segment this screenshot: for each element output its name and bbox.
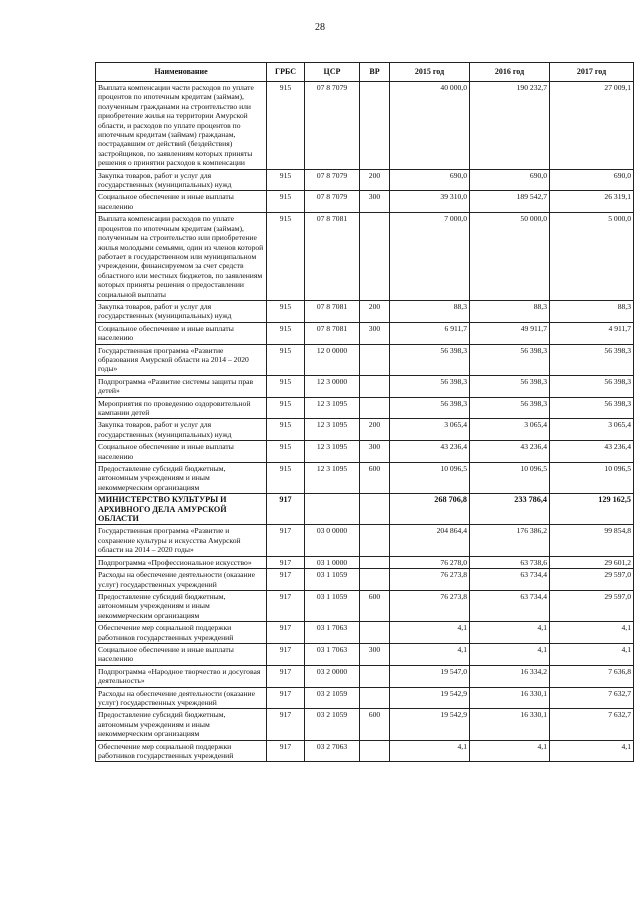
table-row [96, 569, 634, 591]
cell-2016: 49 911,7 [470, 322, 550, 344]
cell-name: Предоставление субсидий бюджетным, автономным учреждениям и иным некоммерческим организациям [96, 463, 267, 494]
cell-csr: 03 2 1059 [305, 709, 360, 740]
cell-grbs: 915 [267, 463, 305, 494]
cell-2015: 56 398,3 [390, 375, 470, 397]
cell-name: Подпрограмма «Профессиональное искусство» [96, 556, 267, 568]
cell-2017: 5 000,0 [550, 213, 634, 301]
cell-grbs: 917 [267, 569, 305, 591]
table-row [96, 463, 634, 494]
table-row [96, 397, 634, 419]
table-row [96, 300, 634, 322]
table-body [96, 82, 634, 762]
cell-grbs: 915 [267, 300, 305, 322]
cell-vr [360, 556, 390, 568]
cell-vr: 300 [360, 441, 390, 463]
cell-name: Закупка товаров, работ и услуг для государственных (муниципальных) нужд [96, 169, 267, 191]
page-number: 28 [315, 22, 325, 33]
cell-csr: 03 1 1059 [305, 569, 360, 591]
cell-2016: 3 065,4 [470, 419, 550, 441]
table-header-row [96, 63, 634, 82]
cell-vr [360, 687, 390, 709]
cell-vr: 600 [360, 590, 390, 621]
cell-2016: 88,3 [470, 300, 550, 322]
cell-vr [360, 622, 390, 644]
cell-name: Подпрограмма «Развитие системы защиты прав детей» [96, 375, 267, 397]
cell-name: Расходы на обеспечение деятельности (оказание услуг) государственных учреждений [96, 569, 267, 591]
cell-name: МИНИСТЕРСТВО КУЛЬТУРЫ И АРХИВНОГО ДЕЛА АМУРСКОЙ ОБЛАСТИ [96, 494, 267, 525]
cell-2015: 3 065,4 [390, 419, 470, 441]
cell-name: Обеспечение мер социальной поддержки работников государственных учреждений [96, 622, 267, 644]
col-header-csr: ЦСР [305, 63, 360, 82]
cell-csr: 12 3 1095 [305, 397, 360, 419]
table-row [96, 213, 634, 301]
cell-2017: 4,1 [550, 740, 634, 762]
cell-csr: 03 2 1059 [305, 687, 360, 709]
cell-2015: 4,1 [390, 643, 470, 665]
cell-2017: 99 854,8 [550, 525, 634, 556]
cell-name: Обеспечение мер социальной поддержки работников государственных учреждений [96, 740, 267, 762]
cell-vr: 200 [360, 419, 390, 441]
table-row [96, 375, 634, 397]
cell-grbs: 915 [267, 344, 305, 375]
table-row [96, 344, 634, 375]
cell-vr [360, 665, 390, 687]
cell-2016: 50 000,0 [470, 213, 550, 301]
cell-vr [360, 494, 390, 525]
cell-2016: 4,1 [470, 622, 550, 644]
cell-2015: 19 542,9 [390, 709, 470, 740]
cell-2017: 56 398,3 [550, 397, 634, 419]
cell-2017: 7 632,7 [550, 709, 634, 740]
cell-grbs: 917 [267, 525, 305, 556]
cell-vr [360, 344, 390, 375]
cell-2017: 43 236,4 [550, 441, 634, 463]
cell-name: Социальное обеспечение и иные выплаты населению [96, 191, 267, 213]
cell-2016: 189 542,7 [470, 191, 550, 213]
cell-csr: 12 3 0000 [305, 375, 360, 397]
cell-2017: 56 398,3 [550, 344, 634, 375]
col-header-name: Наименование [96, 63, 267, 82]
table-row [96, 494, 634, 525]
budget-table [95, 62, 634, 762]
cell-name: Закупка товаров, работ и услуг для государственных (муниципальных) нужд [96, 419, 267, 441]
cell-csr: 07 8 7081 [305, 300, 360, 322]
cell-csr: 12 3 1095 [305, 463, 360, 494]
col-header-grbs: ГРБС [267, 63, 305, 82]
cell-2015: 76 273,8 [390, 569, 470, 591]
cell-csr: 12 0 0000 [305, 344, 360, 375]
table-row [96, 665, 634, 687]
cell-2016: 690,0 [470, 169, 550, 191]
cell-2015: 268 706,8 [390, 494, 470, 525]
cell-grbs: 917 [267, 740, 305, 762]
table-row [96, 622, 634, 644]
cell-2015: 4,1 [390, 740, 470, 762]
cell-name: Подпрограмма «Народное творчество и досуговая деятельность» [96, 665, 267, 687]
cell-csr: 12 3 1095 [305, 441, 360, 463]
cell-2017: 27 009,1 [550, 82, 634, 170]
cell-grbs: 915 [267, 82, 305, 170]
cell-2015: 76 278,0 [390, 556, 470, 568]
cell-grbs: 915 [267, 397, 305, 419]
cell-vr: 200 [360, 300, 390, 322]
table-row [96, 643, 634, 665]
cell-2016: 56 398,3 [470, 375, 550, 397]
cell-2016: 63 734,4 [470, 590, 550, 621]
cell-csr: 03 1 1059 [305, 590, 360, 621]
cell-name: Предоставление субсидий бюджетным, автономным учреждениям и иным некоммерческим организациям [96, 590, 267, 621]
cell-2016: 63 734,4 [470, 569, 550, 591]
cell-grbs: 917 [267, 643, 305, 665]
cell-2015: 7 000,0 [390, 213, 470, 301]
cell-2016: 233 786,4 [470, 494, 550, 525]
cell-grbs: 917 [267, 665, 305, 687]
cell-2015: 19 542,9 [390, 687, 470, 709]
cell-csr: 07 8 7081 [305, 213, 360, 301]
col-header-2015: 2015 год [390, 63, 470, 82]
cell-2015: 40 000,0 [390, 82, 470, 170]
cell-2017: 4 911,7 [550, 322, 634, 344]
table-row [96, 322, 634, 344]
cell-vr: 300 [360, 191, 390, 213]
cell-grbs: 917 [267, 556, 305, 568]
cell-csr: 03 2 0000 [305, 665, 360, 687]
cell-2015: 88,3 [390, 300, 470, 322]
cell-name: Закупка товаров, работ и услуг для государственных (муниципальных) нужд [96, 300, 267, 322]
cell-2016: 56 398,3 [470, 397, 550, 419]
table-row [96, 191, 634, 213]
table-row [96, 419, 634, 441]
cell-csr: 12 3 1095 [305, 419, 360, 441]
col-header-2016: 2016 год [470, 63, 550, 82]
cell-vr: 600 [360, 463, 390, 494]
cell-csr: 03 0 0000 [305, 525, 360, 556]
cell-grbs: 917 [267, 590, 305, 621]
table-row [96, 82, 634, 170]
cell-grbs: 915 [267, 419, 305, 441]
cell-2017: 4,1 [550, 622, 634, 644]
cell-vr: 300 [360, 322, 390, 344]
cell-2017: 26 319,1 [550, 191, 634, 213]
cell-2016: 16 334,2 [470, 665, 550, 687]
table-row [96, 709, 634, 740]
cell-vr [360, 375, 390, 397]
cell-2017: 29 597,0 [550, 590, 634, 621]
cell-2015: 39 310,0 [390, 191, 470, 213]
cell-name: Социальное обеспечение и иные выплаты населению [96, 643, 267, 665]
cell-csr: 07 8 7081 [305, 322, 360, 344]
cell-2016: 16 330,1 [470, 709, 550, 740]
cell-name: Выплата компенсации расходов по уплате процентов по ипотечным кредитам (займам), полученным на строительство или приобретение жилья молодыми семьями, один из членов которой работает в государственном или муниципальном учреждении, финансируемом за счет средств областного или местных бюджетов, по заявлениям которых приняты решения о предоставлении социальной выплаты [96, 213, 267, 301]
cell-name: Государственная программа «Развитие и сохранение культуры и искусства Амурской области на 2014 – 2020 годы» [96, 525, 267, 556]
cell-name: Государственная программа «Развитие образования Амурской области на 2014 – 2020 годы» [96, 344, 267, 375]
cell-vr [360, 397, 390, 419]
cell-csr [305, 494, 360, 525]
cell-2017: 129 162,5 [550, 494, 634, 525]
cell-2016: 56 398,3 [470, 344, 550, 375]
cell-2015: 204 864,4 [390, 525, 470, 556]
cell-name: Предоставление субсидий бюджетным, автономным учреждениям и иным некоммерческим организациям [96, 709, 267, 740]
table-row [96, 169, 634, 191]
cell-2015: 43 236,4 [390, 441, 470, 463]
cell-csr: 07 8 7079 [305, 82, 360, 170]
cell-vr [360, 213, 390, 301]
cell-vr [360, 569, 390, 591]
cell-2017: 7 636,8 [550, 665, 634, 687]
cell-name: Мероприятия по проведению оздоровительной кампании детей [96, 397, 267, 419]
cell-2015: 10 096,5 [390, 463, 470, 494]
cell-2016: 43 236,4 [470, 441, 550, 463]
cell-grbs: 915 [267, 191, 305, 213]
cell-2017: 690,0 [550, 169, 634, 191]
table-row [96, 556, 634, 568]
cell-csr: 03 1 0000 [305, 556, 360, 568]
cell-grbs: 917 [267, 709, 305, 740]
cell-2016: 10 096,5 [470, 463, 550, 494]
cell-2016: 4,1 [470, 643, 550, 665]
cell-2017: 10 096,5 [550, 463, 634, 494]
cell-2015: 76 273,8 [390, 590, 470, 621]
cell-vr: 600 [360, 709, 390, 740]
cell-vr [360, 525, 390, 556]
cell-csr: 07 8 7079 [305, 191, 360, 213]
cell-2017: 7 632,7 [550, 687, 634, 709]
cell-2015: 19 547,0 [390, 665, 470, 687]
cell-grbs: 915 [267, 322, 305, 344]
cell-grbs: 917 [267, 622, 305, 644]
cell-vr: 300 [360, 643, 390, 665]
cell-grbs: 917 [267, 687, 305, 709]
cell-2017: 88,3 [550, 300, 634, 322]
table-row [96, 740, 634, 762]
cell-2016: 16 330,1 [470, 687, 550, 709]
cell-2015: 56 398,3 [390, 344, 470, 375]
cell-2015: 4,1 [390, 622, 470, 644]
cell-vr [360, 82, 390, 170]
table-row [96, 441, 634, 463]
cell-2017: 3 065,4 [550, 419, 634, 441]
cell-vr: 200 [360, 169, 390, 191]
cell-grbs: 915 [267, 441, 305, 463]
cell-2017: 29 601,2 [550, 556, 634, 568]
col-header-vr: ВР [360, 63, 390, 82]
cell-name: Социальное обеспечение и иные выплаты населению [96, 322, 267, 344]
col-header-2017: 2017 год [550, 63, 634, 82]
cell-2016: 190 232,7 [470, 82, 550, 170]
cell-grbs: 915 [267, 169, 305, 191]
cell-name: Расходы на обеспечение деятельности (оказание услуг) государственных учреждений [96, 687, 267, 709]
cell-csr: 03 1 7063 [305, 643, 360, 665]
cell-2017: 56 398,3 [550, 375, 634, 397]
cell-grbs: 917 [267, 494, 305, 525]
cell-2017: 4,1 [550, 643, 634, 665]
cell-vr [360, 740, 390, 762]
cell-csr: 03 1 7063 [305, 622, 360, 644]
cell-grbs: 915 [267, 213, 305, 301]
cell-csr: 07 8 7079 [305, 169, 360, 191]
cell-2015: 6 911,7 [390, 322, 470, 344]
cell-2016: 63 738,6 [470, 556, 550, 568]
cell-2015: 56 398,3 [390, 397, 470, 419]
table-row [96, 687, 634, 709]
cell-grbs: 915 [267, 375, 305, 397]
cell-2016: 176 386,2 [470, 525, 550, 556]
table-row [96, 525, 634, 556]
table-row [96, 590, 634, 621]
cell-2015: 690,0 [390, 169, 470, 191]
cell-2017: 29 597,0 [550, 569, 634, 591]
cell-name: Выплата компенсации части расходов по уплате процентов по ипотечным кредитам (займам), полученным гражданами на строительство или приобретение жилья на территории Амурской области, и расходов по уплате процентов по ипотечным кредитам (займам) гражданам, пострадавшим от действий (бездействия) застройщиков, по заявлениям которых приняты решения о принятии расходов к компенсации [96, 82, 267, 170]
cell-2016: 4,1 [470, 740, 550, 762]
cell-csr: 03 2 7063 [305, 740, 360, 762]
cell-name: Социальное обеспечение и иные выплаты населению [96, 441, 267, 463]
